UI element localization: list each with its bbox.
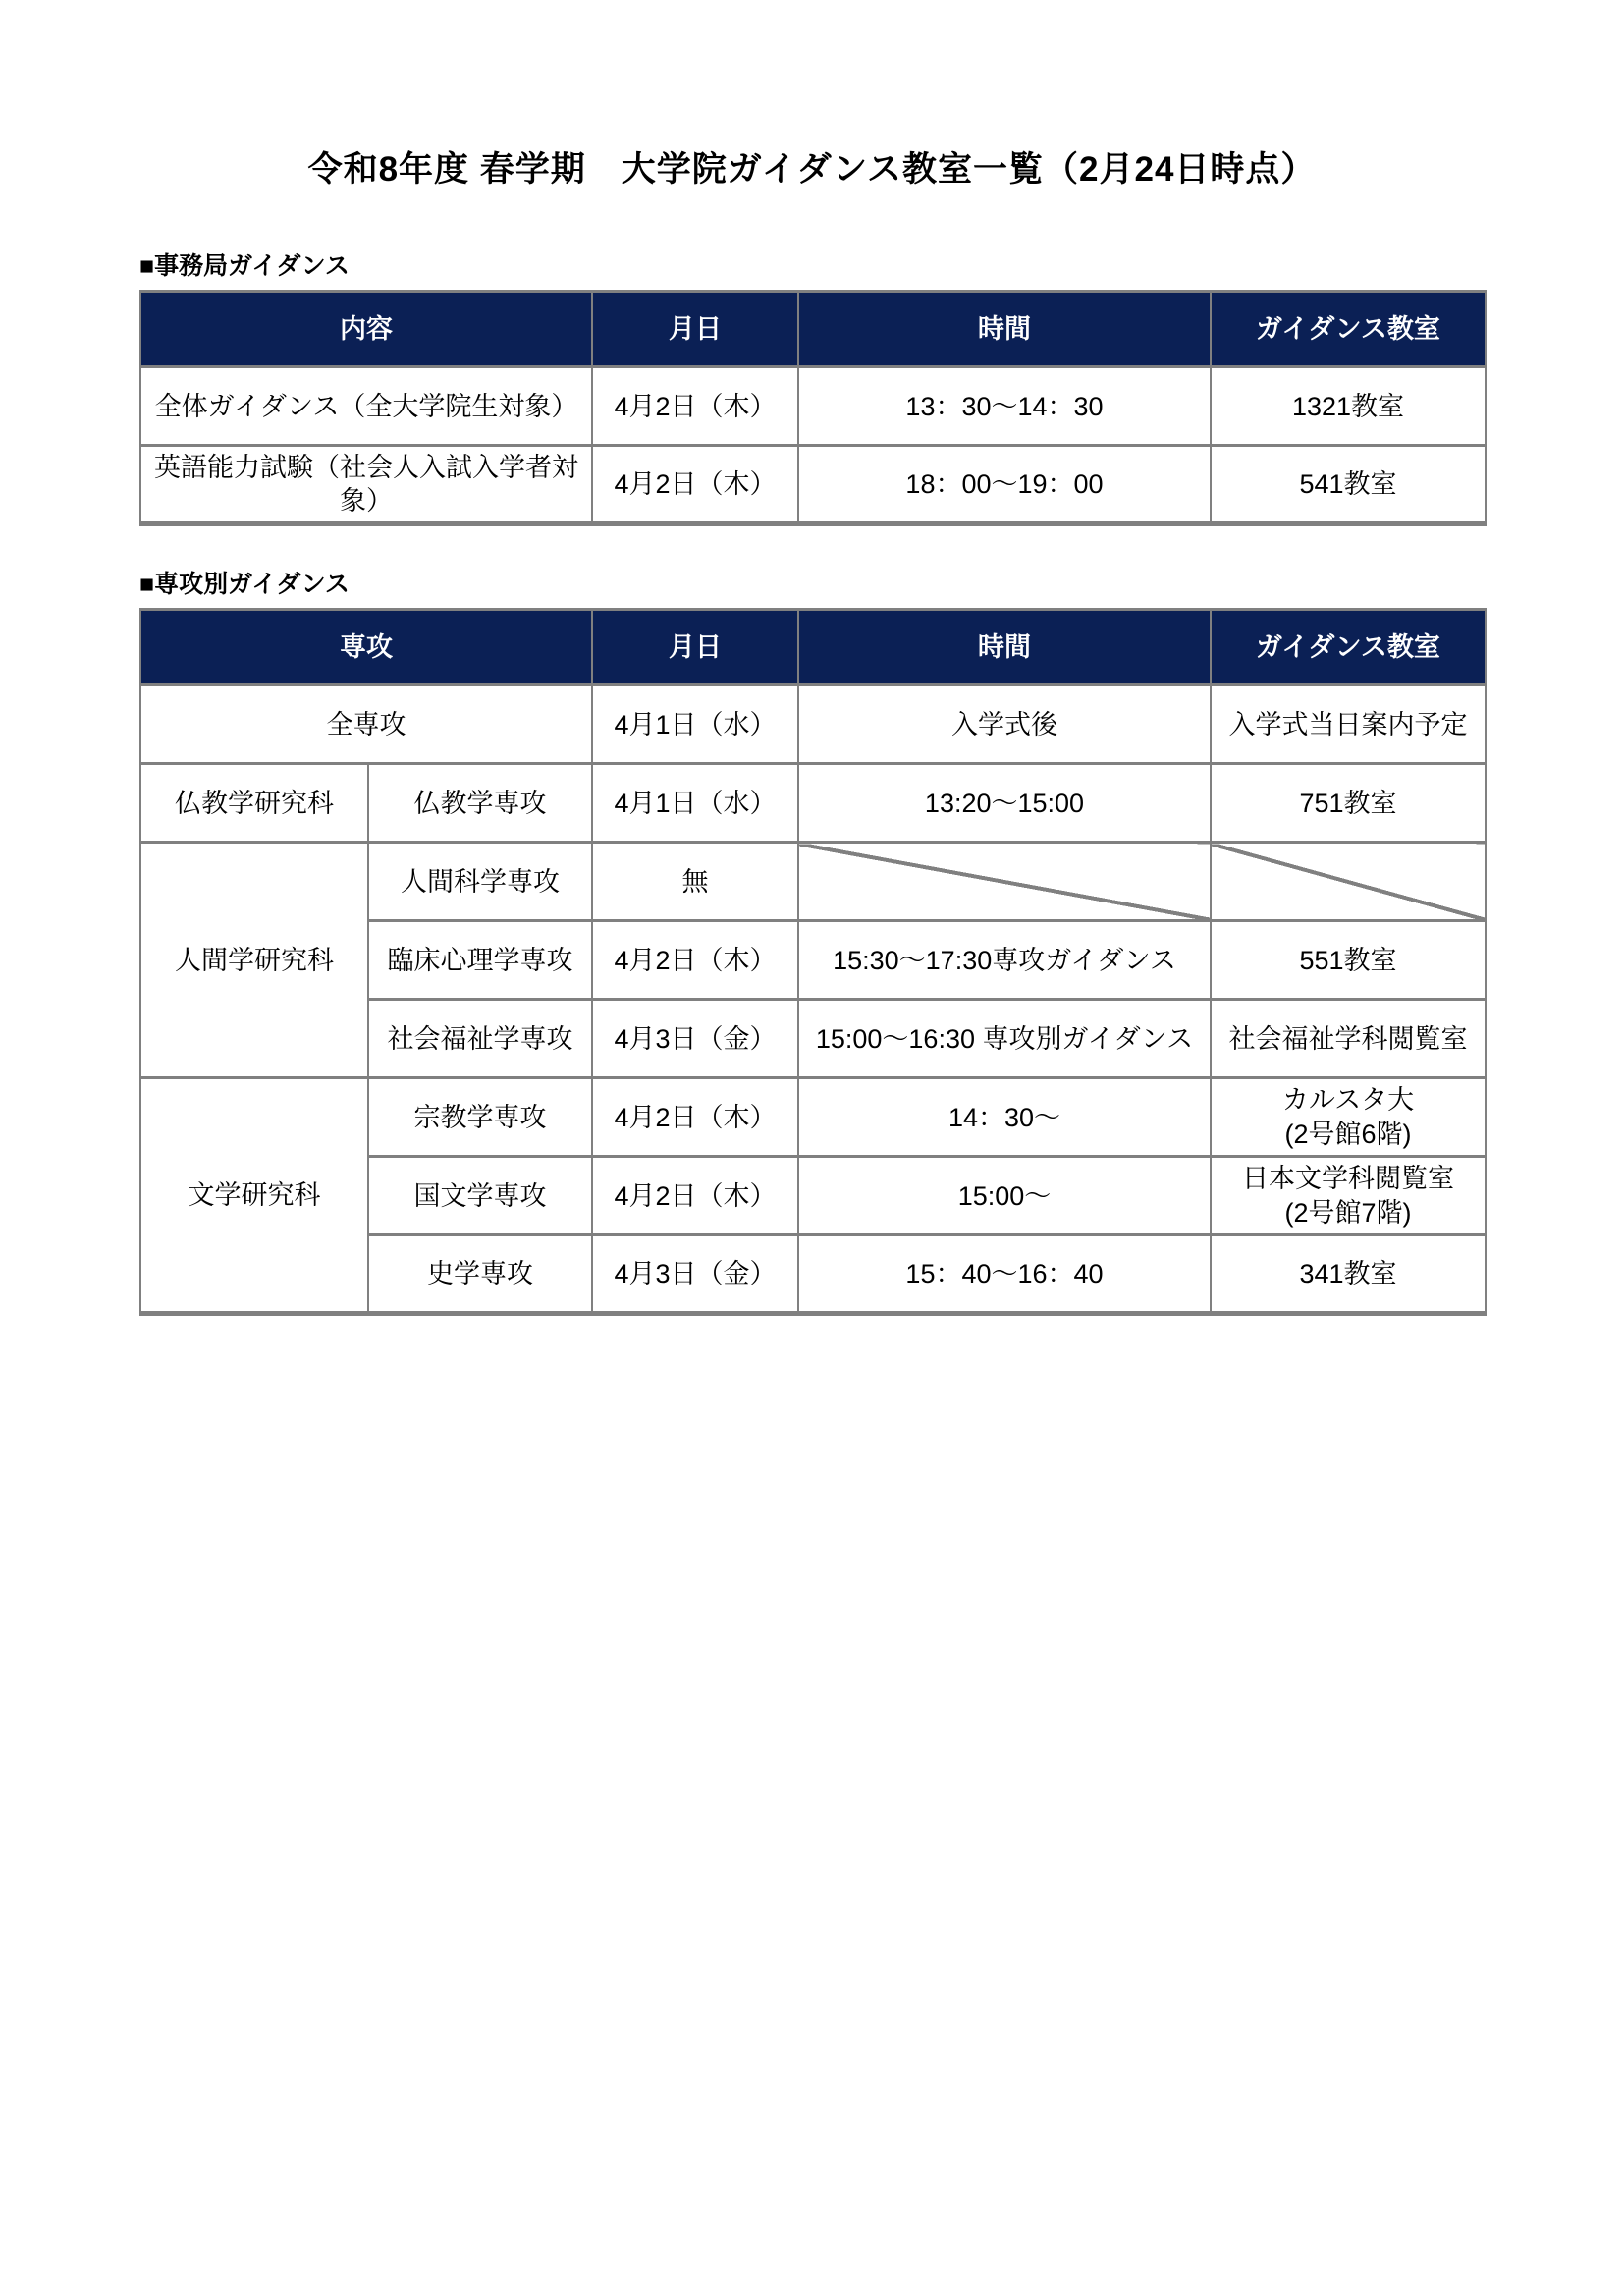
cell-major: 史学専攻 <box>368 1235 592 1314</box>
cell-major: 臨床心理学専攻 <box>368 921 592 1000</box>
office-guidance-table <box>139 290 1487 526</box>
column-header-time: 時間 <box>798 292 1211 367</box>
cell-content: 英語能力試験（社会人入試入学者対象） <box>140 446 592 524</box>
cell-time: 18：00～19：00 <box>798 446 1211 524</box>
cell-major: 社会福祉学専攻 <box>368 1000 592 1078</box>
cell-time: 15：40～16：40 <box>798 1235 1211 1314</box>
cell-date: 4月1日（水） <box>592 685 798 764</box>
table-header-row <box>140 292 1486 367</box>
cell-date: 4月3日（金） <box>592 1000 798 1078</box>
table-row-human-science <box>140 843 1486 921</box>
column-header-room: ガイダンス教室 <box>1211 610 1486 685</box>
diagonal-slash-cell <box>798 843 1211 921</box>
table-row-all-majors <box>140 685 1486 764</box>
table-header-row <box>140 610 1486 685</box>
document-content <box>139 251 1485 1316</box>
cell-time: 13:20～15:00 <box>798 764 1211 843</box>
cell-major: 国文学専攻 <box>368 1157 592 1235</box>
cell-school: 文学研究科 <box>140 1078 368 1314</box>
cell-room <box>1211 1078 1486 1157</box>
cell-school: 仏教学研究科 <box>140 764 368 843</box>
cell-time: 15:00～ <box>798 1157 1211 1235</box>
cell-major: 宗教学専攻 <box>368 1078 592 1157</box>
cell-time: 15:00～16:30 専攻別ガイダンス <box>798 1000 1211 1078</box>
column-header-room: ガイダンス教室 <box>1211 292 1486 367</box>
section-label-office-guidance: ■事務局ガイダンス <box>139 252 350 280</box>
cell-date: 4月2日（木） <box>592 367 798 446</box>
cell-content: 全体ガイダンス（全大学院生対象） <box>140 367 592 446</box>
cell-date: 4月3日（金） <box>592 1235 798 1314</box>
column-header-date: 月日 <box>592 292 798 367</box>
table-row-buddhist-studies <box>140 764 1486 843</box>
room-name: カルスタ大 <box>1281 1084 1415 1115</box>
cell-room: 541教室 <box>1211 446 1486 524</box>
cell-time: 14：30～ <box>798 1078 1211 1157</box>
cell-room: 551教室 <box>1211 921 1486 1000</box>
cell-major: 仏教学専攻 <box>368 764 592 843</box>
major-guidance-table <box>139 608 1487 1316</box>
room-location: (2号館6階) <box>1284 1119 1412 1149</box>
column-header-date: 月日 <box>592 610 798 685</box>
column-header-time: 時間 <box>798 610 1211 685</box>
room-name: 日本文学科閲覧室 <box>1242 1163 1454 1193</box>
table-row <box>140 367 1486 446</box>
cell-school: 人間学研究科 <box>140 843 368 1078</box>
cell-room: 1321教室 <box>1211 367 1486 446</box>
cell-major: 人間科学専攻 <box>368 843 592 921</box>
cell-major: 全専攻 <box>140 685 592 764</box>
cell-date: 4月2日（木） <box>592 1157 798 1235</box>
cell-room <box>1211 1157 1486 1235</box>
column-header-major: 専攻 <box>140 610 592 685</box>
cell-room: 入学式当日案内予定 <box>1211 685 1486 764</box>
cell-date: 4月2日（木） <box>592 921 798 1000</box>
cell-date: 4月1日（水） <box>592 764 798 843</box>
diagonal-slash-cell <box>1211 843 1486 921</box>
column-header-content: 内容 <box>140 292 592 367</box>
cell-room: 751教室 <box>1211 764 1486 843</box>
cell-date: 4月2日（木） <box>592 446 798 524</box>
cell-room: 社会福祉学科閲覧室 <box>1211 1000 1486 1078</box>
table-row-religious-studies <box>140 1078 1486 1157</box>
page-title: 令和8年度 春学期 大学院ガイダンス教室一覧（2月24日時点） <box>307 150 1317 189</box>
cell-date: 4月2日（木） <box>592 1078 798 1157</box>
table-row <box>140 446 1486 524</box>
room-location: (2号館7階) <box>1284 1197 1412 1228</box>
section-label-major-guidance: ■専攻別ガイダンス <box>139 571 350 598</box>
cell-date: 無 <box>592 843 798 921</box>
cell-time: 入学式後 <box>798 685 1211 764</box>
cell-time: 15:30～17:30専攻ガイダンス <box>798 921 1211 1000</box>
cell-room: 341教室 <box>1211 1235 1486 1314</box>
cell-time: 13：30～14：30 <box>798 367 1211 446</box>
